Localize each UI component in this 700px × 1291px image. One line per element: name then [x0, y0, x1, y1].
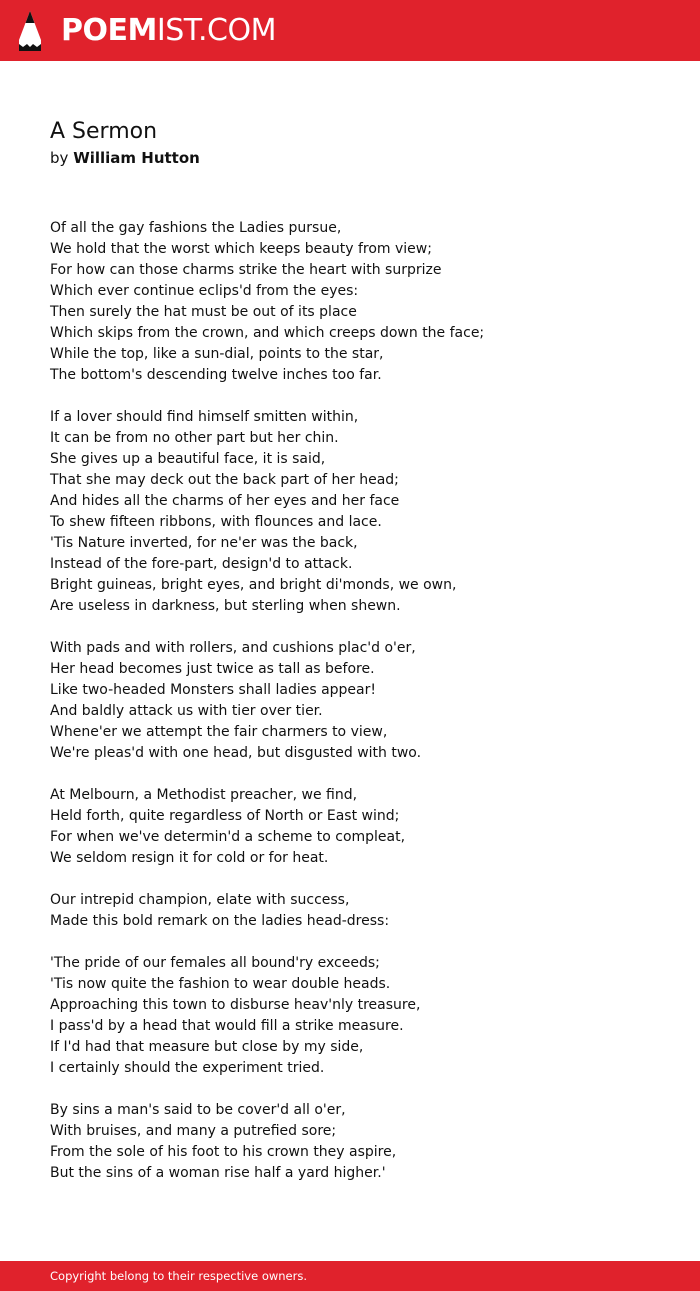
- poem-line: Our intrepid champion, elate with success,: [50, 892, 350, 908]
- footer-copyright: Copyright belong to their respective owners.: [50, 1269, 308, 1283]
- poem-stanza: [50, 407, 670, 617]
- site-logo[interactable]: [18, 9, 276, 53]
- poem-line: Whene'er we attempt the fair charmers to view,: [50, 724, 388, 740]
- poem-body: [50, 218, 670, 1205]
- poem-line: By sins a man's said to be cover'd all o'er,: [50, 1102, 346, 1118]
- poem-line: Then surely the hat must be out of its place: [50, 304, 357, 320]
- poem-line: Of all the gay fashions the Ladies pursue,: [50, 220, 342, 236]
- poem-line: We hold that the worst which keeps beauty from view;: [50, 241, 432, 257]
- poem-line: To shew fifteen ribbons, with flounces and lace.: [50, 514, 382, 530]
- poem-stanza: [50, 953, 670, 1079]
- poem-line: We seldom resign it for cold or for heat.: [50, 850, 329, 866]
- pencil-logo-icon: [18, 10, 42, 52]
- poem-line: 'The pride of our females all bound'ry exceeds;: [50, 955, 380, 971]
- poem-stanza: [50, 890, 670, 932]
- poem-stanza: [50, 785, 670, 869]
- poem-line: But the sins of a woman rise half a yard higher.': [50, 1165, 386, 1181]
- logo-text-light: IST.COM: [156, 13, 276, 48]
- poem-author: William Hutton: [73, 149, 200, 167]
- poem-title: A Sermon: [50, 119, 158, 144]
- site-logo-text: [61, 9, 276, 53]
- poem-line: For when we've determin'd a scheme to compleat,: [50, 829, 406, 845]
- poem-stanza: [50, 638, 670, 764]
- poem-stanza: [50, 1100, 670, 1184]
- poem-line: Which ever continue eclips'd from the eyes:: [50, 283, 359, 299]
- poem-line: I pass'd by a head that would fill a strike measure.: [50, 1018, 404, 1034]
- poem-line: Approaching this town to disburse heav'nly treasure,: [50, 997, 421, 1013]
- poem-line: Like two-headed Monsters shall ladies appear!: [50, 682, 376, 698]
- poem-byline: [50, 148, 200, 169]
- poem-line: If a lover should find himself smitten within,: [50, 409, 359, 425]
- poem-line: Her head becomes just twice as tall as before.: [50, 661, 375, 677]
- poem-line: And hides all the charms of her eyes and her face: [50, 493, 400, 509]
- poem-line: With pads and with rollers, and cushions plac'd o'er,: [50, 640, 416, 656]
- poem-line: That she may deck out the back part of her head;: [50, 472, 399, 488]
- poem-line: At Melbourn, a Methodist preacher, we find,: [50, 787, 358, 803]
- poem-line: If I'd had that measure but close by my side,: [50, 1039, 364, 1055]
- poem-line: And baldly attack us with tier over tier.: [50, 703, 323, 719]
- poem-line: From the sole of his foot to his crown they aspire,: [50, 1144, 397, 1160]
- poem-line: With bruises, and many a putrefied sore;: [50, 1123, 337, 1139]
- byline-label: by: [50, 149, 69, 167]
- poem-line: 'Tis now quite the fashion to wear double heads.: [50, 976, 391, 992]
- poem-line: The bottom's descending twelve inches too far.: [50, 367, 382, 383]
- site-header: [0, 0, 700, 61]
- poem-line: She gives up a beautiful face, it is said,: [50, 451, 326, 467]
- poem-line: We're pleas'd with one head, but disgusted with two.: [50, 745, 422, 761]
- logo-text-strong: POEM: [61, 13, 157, 48]
- site-footer: [0, 1261, 700, 1291]
- poem-line: Which skips from the crown, and which creeps down the face;: [50, 325, 485, 341]
- poem-line: Are useless in darkness, but sterling when shewn.: [50, 598, 401, 614]
- poem-line: 'Tis Nature inverted, for ne'er was the back,: [50, 535, 358, 551]
- poem-line: For how can those charms strike the heart with surprize: [50, 262, 442, 278]
- poem-line: Held forth, quite regardless of North or East wind;: [50, 808, 400, 824]
- poem-line: While the top, like a sun-dial, points to the star,: [50, 346, 384, 362]
- poem-stanza: [50, 218, 670, 386]
- poem-line: Instead of the fore-part, design'd to attack.: [50, 556, 353, 572]
- poem-line: It can be from no other part but her chin.: [50, 430, 339, 446]
- poem-line: I certainly should the experiment tried.: [50, 1060, 325, 1076]
- poem-line: Bright guineas, bright eyes, and bright di'monds, we own,: [50, 577, 457, 593]
- poem-line: Made this bold remark on the ladies head-dress:: [50, 913, 390, 929]
